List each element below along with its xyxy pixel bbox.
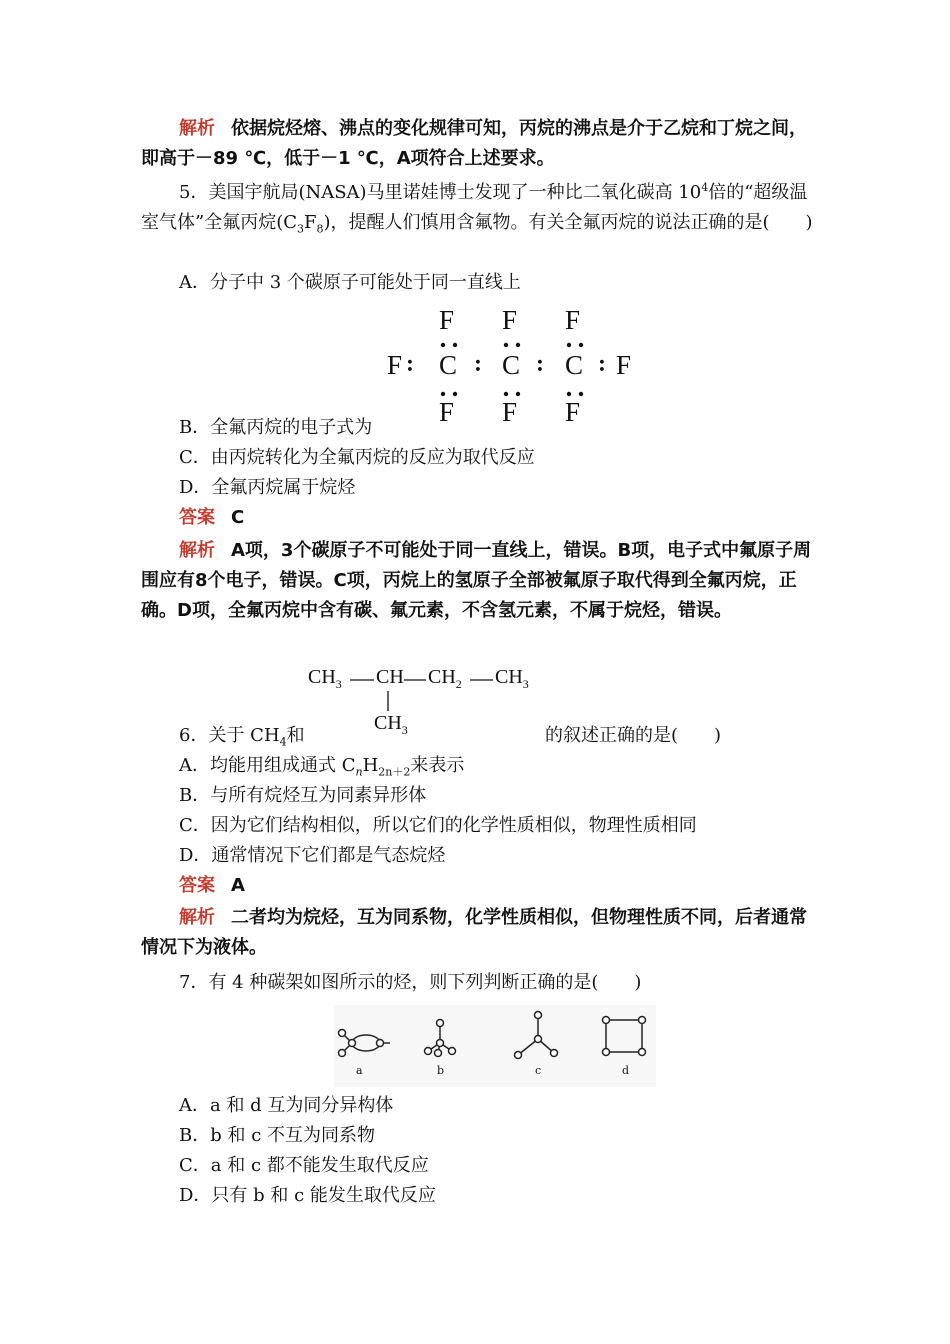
answer-value: C: [231, 507, 245, 528]
q5-option-d: D．全氟丙烷属于烷烃: [179, 477, 356, 498]
explanation-label: 解析: [179, 118, 215, 139]
atom-c-3: C: [565, 350, 584, 380]
q6-answer: 答案 A: [179, 875, 245, 896]
q5-explanation: [141, 536, 817, 626]
atom-f-top-3: F: [565, 305, 581, 335]
colon-4: :: [598, 351, 606, 377]
explanation-text: 二者均为烷烃，互为同系物，化学性质相似，但物理性质不同，后者通常情况下为液体。: [141, 907, 807, 958]
atom-f-top-1: F: [439, 305, 455, 335]
atom-c-2: C: [502, 350, 521, 380]
q6-explanation: [141, 903, 817, 963]
group-ch2: $CH_2$: [428, 666, 462, 691]
atom-f-bottom-3: F: [565, 397, 581, 427]
colon-3: :: [536, 351, 544, 377]
q7-option-c: C．a 和 c 都不能发生取代反应: [179, 1155, 429, 1176]
atom-f-top-2: F: [502, 305, 518, 335]
electron-dot-formula: [385, 305, 645, 430]
group-ch3-right: $CH_3$: [495, 666, 529, 691]
q6-option-d: D．通常情况下它们都是气态烷烃: [179, 845, 446, 866]
atom-c-1: C: [439, 350, 458, 380]
q5-option-c: C．由丙烷转化为全氟丙烷的反应为取代反应: [179, 447, 535, 468]
group-ch: CH: [376, 666, 404, 688]
skeleton-label-c: c: [535, 1064, 542, 1077]
structural-formula: [308, 666, 548, 746]
electron-pair-dots: [385, 305, 645, 430]
q5-option-a: A．分子中 3 个碳原子可能处于同一直线上: [179, 272, 521, 293]
q7-option-d: D．只有 b 和 c 能发生取代反应: [179, 1185, 436, 1206]
q6-option-a: A．均能用组成通式 $C_nH_{2n+2}$来表示: [179, 755, 465, 779]
skeleton-drawings: [334, 1005, 656, 1087]
skeleton-label-a: a: [356, 1064, 363, 1077]
explanation-text: A项，3个碳原子不可能处于同一直线上，错误。B项，电子式中氟原子周围应有8个电子，错误。C项，丙烷上的氢原子全部被氟原子取代得到全氟丙烷，正确。D项，全氟丙烷中含有碳、氟元素，不含氢元素，不属于烷烃，错误。: [141, 540, 812, 621]
q7-option-b: B．b 和 c 不互为同系物: [179, 1125, 375, 1146]
bond-lines: [308, 666, 548, 746]
q5-answer: 答案 C: [179, 507, 245, 528]
q6-stem-end: 的叙述正确的是( ): [545, 725, 722, 746]
q4-explanation: [141, 114, 813, 174]
q7-stem: 7．有 4 种碳架如图所示的烃，则下列判断正确的是( ): [179, 972, 642, 993]
explanation-label: 解析: [179, 907, 215, 928]
q5-stem: 5．美国宇航局(NASA)马里诺娃博士发现了一种比二氧化碳高 $10^4$倍的“超级温室气体”全氟丙烷$(C_3F_8)$，提醒人们慎用含氟物。有关全氟丙烷的说法正确的是( ): [141, 181, 813, 236]
atom-f-bottom-1: F: [439, 397, 455, 427]
q6-stem: 6．关于 $CH_4$和: [179, 725, 305, 749]
colon-2: :: [474, 351, 482, 377]
q5-option-b: B．全氟丙烷的电子式为: [179, 417, 373, 438]
explanation-label: 解析: [179, 540, 215, 561]
q6-option-b: B．与所有烷烃互为同素异形体: [179, 785, 427, 806]
q6-option-c: C．因为它们结构相似，所以它们的化学性质相似，物理性质相同: [179, 815, 697, 836]
colon-1: :: [406, 351, 414, 377]
group-ch3-branch: $CH_3$: [374, 712, 408, 737]
explanation-text: 依据烷烃熔、沸点的变化规律可知，丙烷的沸点是介于乙烷和丁烷之间，即高于－89 ℃，低于－1 ℃，A项符合上述要求。: [141, 118, 807, 169]
carbon-skeleton-figure: [334, 1005, 656, 1087]
answer-value: A: [231, 875, 245, 896]
q7-option-a: A．a 和 d 互为同分异构体: [179, 1095, 394, 1116]
skeleton-label-d: d: [622, 1064, 630, 1077]
atom-f-bottom-2: F: [502, 397, 518, 427]
atom-f-left: F: [387, 350, 403, 380]
group-ch3-left: $CH_3$: [308, 666, 342, 691]
atom-f-right: F: [616, 350, 632, 380]
skeleton-label-b: b: [437, 1064, 445, 1077]
